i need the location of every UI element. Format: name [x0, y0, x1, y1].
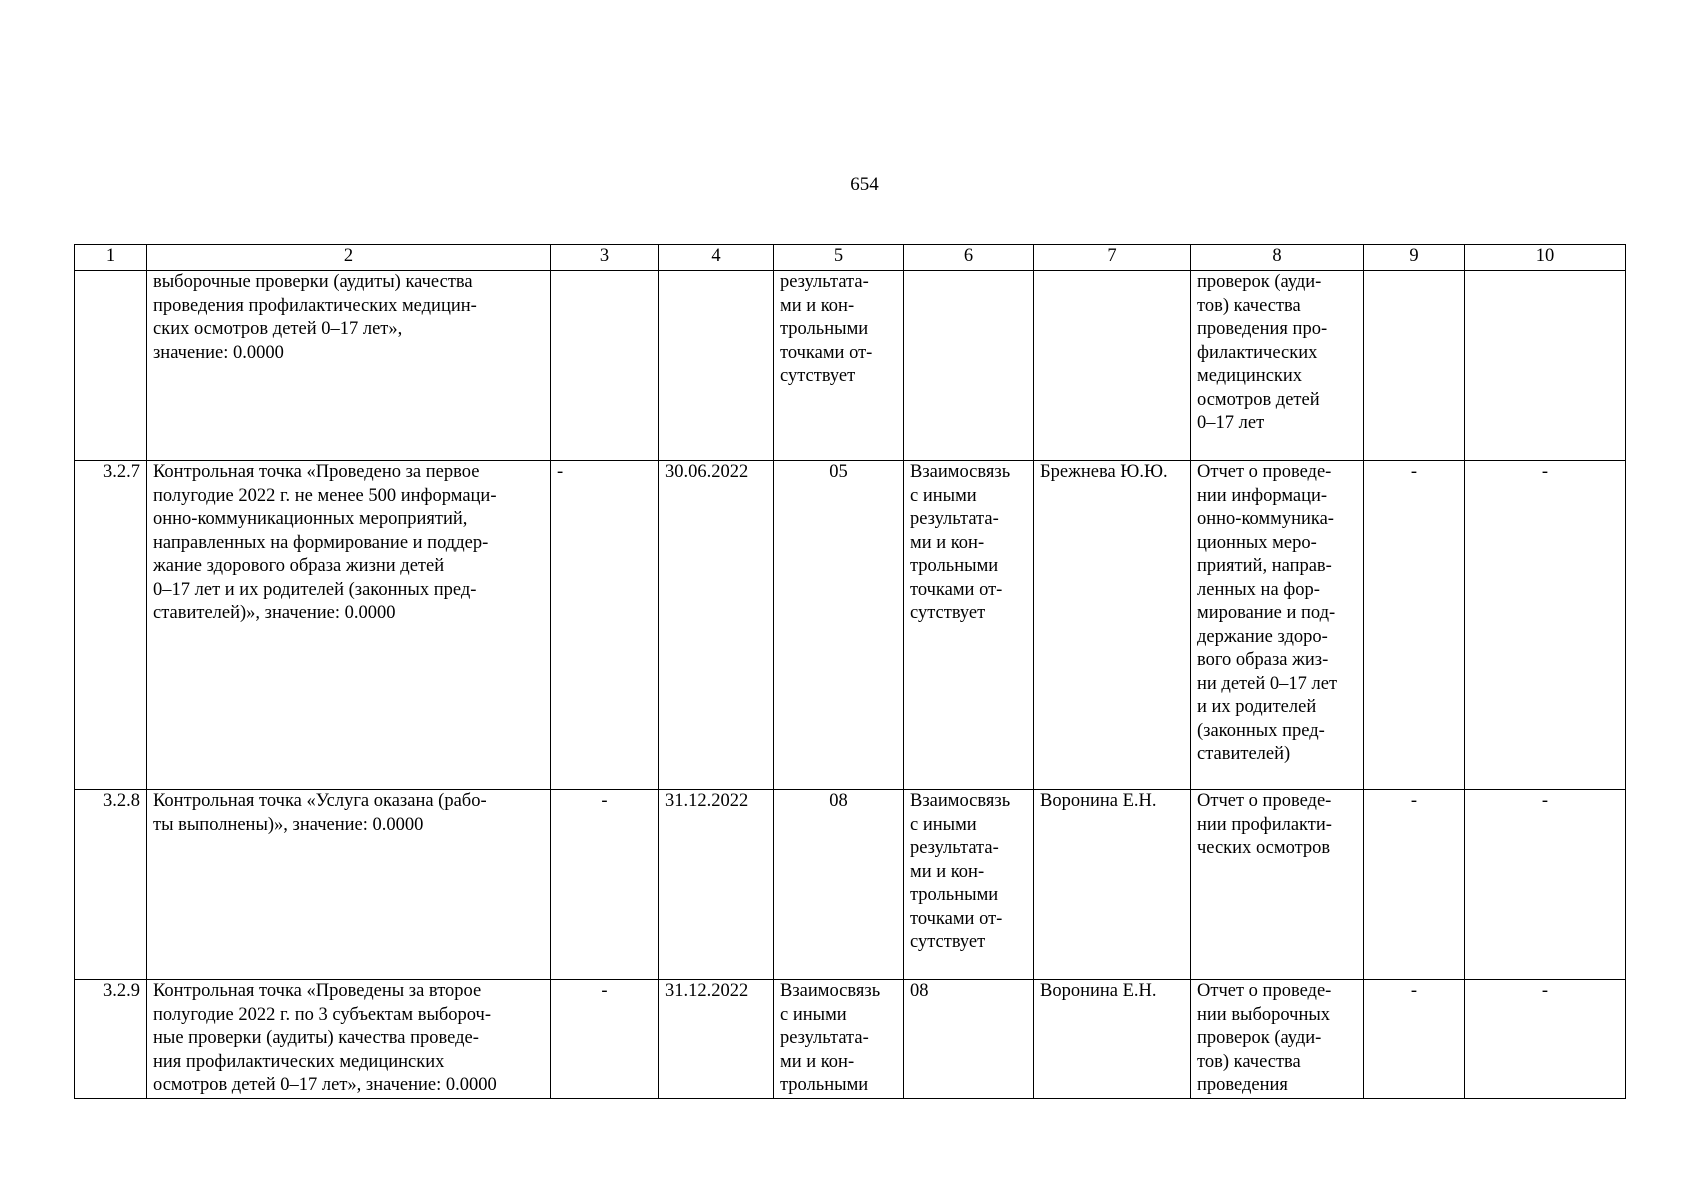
- column-10-cell: [1465, 271, 1626, 461]
- column-6-cell: [904, 461, 1034, 790]
- column-3-cell: -: [551, 790, 659, 980]
- column-9-cell: -: [1364, 790, 1465, 980]
- column-3-cell: [551, 271, 659, 461]
- header-cell: 9: [1364, 245, 1465, 271]
- row-number-cell: [75, 271, 147, 461]
- document-cell: [1191, 461, 1364, 790]
- column-6-cell: [904, 271, 1034, 461]
- column-10-cell: -: [1465, 980, 1626, 1099]
- document-text: проверок (ауди- тов) качества проведения про- филактических медицинских осмотров детей 0–17 лет: [1197, 272, 1328, 433]
- description-cell: [147, 271, 551, 461]
- responsible-cell: [1034, 271, 1191, 461]
- page-number: 654: [850, 174, 879, 195]
- responsible-cell: Воронина Е.Н.: [1034, 790, 1191, 980]
- column-6-text: 08: [910, 981, 929, 1001]
- column-9-cell: [1364, 271, 1465, 461]
- description-cell: [147, 980, 551, 1099]
- description-text: Контрольная точка «Услуга оказана (рабо- ты выполнены)», значение: 0.0000: [153, 791, 487, 835]
- column-5-cell: [774, 980, 904, 1099]
- column-6-cell: [904, 980, 1034, 1099]
- column-5-text: результата- ми и кон- трольными точками от- сутствует: [780, 272, 873, 386]
- header-cell: 6: [904, 245, 1034, 271]
- document-text: Отчет о проведе- нии выборочных проверок (ауди- тов) качества проведения: [1197, 981, 1332, 1095]
- row-number-cell: 3.2.8: [75, 790, 147, 980]
- date-cell: [659, 271, 774, 461]
- column-5-text: 08: [829, 791, 848, 811]
- document-cell: [1191, 980, 1364, 1099]
- column-10-cell: -: [1465, 461, 1626, 790]
- column-5-cell: [774, 790, 904, 980]
- table-row: [75, 980, 1626, 1099]
- header-cell: 2: [147, 245, 551, 271]
- column-3-cell: -: [551, 461, 659, 790]
- column-10-cell: -: [1465, 790, 1626, 980]
- column-5-text: 05: [829, 462, 848, 482]
- document-table: [74, 244, 1626, 1099]
- table-header-row: [75, 245, 1626, 271]
- header-cell: 3: [551, 245, 659, 271]
- header-cell: 1: [75, 245, 147, 271]
- description-text: Контрольная точка «Проведено за первое полугодие 2022 г. не менее 500 информаци- онно-коммуникационных мероприятий, направленных на формирование и поддер- жание здорового образа жизни детей 0–17 лет и их родителей (законных пред- ставителей)», значение: 0.0000: [153, 462, 497, 623]
- column-9-cell: -: [1364, 980, 1465, 1099]
- header-cell: 5: [774, 245, 904, 271]
- header-cell: 8: [1191, 245, 1364, 271]
- description-text: Контрольная точка «Проведены за второе полугодие 2022 г. по 3 субъектам выбороч- ные проверки (аудиты) качества проведе- ния профилактических медицинских осмотров детей 0–17 лет», значение: 0.0000: [153, 981, 497, 1095]
- responsible-cell: Брежнева Ю.Ю.: [1034, 461, 1191, 790]
- column-9-cell: -: [1364, 461, 1465, 790]
- column-3-cell: -: [551, 980, 659, 1099]
- column-5-cell: [774, 461, 904, 790]
- document-cell: [1191, 790, 1364, 980]
- date-cell: 31.12.2022: [659, 790, 774, 980]
- description-cell: [147, 790, 551, 980]
- document-text: Отчет о проведе- нии профилакти- ческих осмотров: [1197, 791, 1332, 858]
- description-text: выборочные проверки (аудиты) качества проведения профилактических медицин- ских осмотров детей 0–17 лет», значение: 0.0000: [153, 272, 477, 363]
- date-cell: 31.12.2022: [659, 980, 774, 1099]
- header-cell: 10: [1465, 245, 1626, 271]
- column-5-text: Взаимосвязь с иными результата- ми и кон- трольными: [780, 981, 881, 1095]
- table-row: [75, 790, 1626, 980]
- row-number-cell: 3.2.7: [75, 461, 147, 790]
- column-6-text: Взаимосвязь с иными результата- ми и кон- трольными точками от- сутствует: [910, 791, 1011, 952]
- column-5-cell: [774, 271, 904, 461]
- responsible-cell: Воронина Е.Н.: [1034, 980, 1191, 1099]
- header-cell: 7: [1034, 245, 1191, 271]
- column-6-cell: [904, 790, 1034, 980]
- document-text: Отчет о проведе- нии информаци- онно-коммуника- ционных меро- приятий, направ- ленных на фор- мирование и под- держание здоро- вого образа жиз- ни детей 0–17 лет и их родителей (законных пред- ставителей): [1197, 462, 1338, 764]
- document-cell: [1191, 271, 1364, 461]
- header-cell: 4: [659, 245, 774, 271]
- row-number-cell: 3.2.9: [75, 980, 147, 1099]
- table-row: [75, 271, 1626, 461]
- column-6-text: Взаимосвязь с иными результата- ми и кон- трольными точками от- сутствует: [910, 462, 1011, 623]
- table-row: [75, 461, 1626, 790]
- date-cell: 30.06.2022: [659, 461, 774, 790]
- description-cell: [147, 461, 551, 790]
